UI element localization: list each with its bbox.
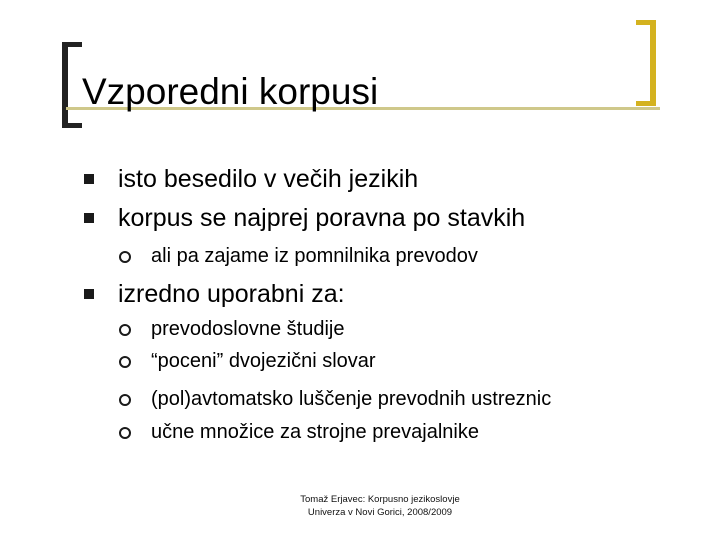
bullet-3-sub-2: “poceni” dvojezični slovar [151, 350, 376, 372]
bullet-2: korpus se najprej poravna po stavkih [118, 204, 526, 232]
bullet-3-sub-1: prevodoslovne študije [151, 318, 345, 340]
ring-bullet-icon [119, 427, 131, 439]
bullet-3-sub-4: učne množice za strojne prevajalnike [151, 421, 479, 443]
ring-bullet-icon [119, 356, 131, 368]
square-bullet-icon [84, 174, 94, 184]
title-bracket-left-top [62, 42, 82, 47]
bullet-1: isto besedilo v večih jezikih [118, 165, 419, 193]
square-bullet-icon [84, 213, 94, 223]
square-bullet-icon [84, 289, 94, 299]
ring-bullet-icon [119, 394, 131, 406]
footer-line-2: Univerza v Novi Gorici, 2008/2009 [307, 507, 453, 518]
title-bracket-right-bottom [636, 101, 656, 106]
title-bracket-right [650, 20, 656, 106]
footer-line-1: Tomaž Erjavec: Korpusno jezikoslovje [300, 494, 460, 505]
slide-title: Vzporedni korpusi [82, 71, 379, 112]
bullet-2-sub-1: ali pa zajame iz pomnilnika prevodov [151, 245, 478, 267]
bullet-3: izredno uporabni za: [118, 280, 345, 308]
title-bracket-left-bottom [62, 123, 82, 128]
ring-bullet-icon [119, 251, 131, 263]
ring-bullet-icon [119, 324, 131, 336]
title-bracket-right-top [636, 20, 656, 25]
title-bracket-left [62, 42, 68, 128]
bullet-3-sub-3: (pol)avtomatsko luščenje prevodnih ustreznic [151, 388, 552, 410]
slide-footer [220, 493, 540, 519]
